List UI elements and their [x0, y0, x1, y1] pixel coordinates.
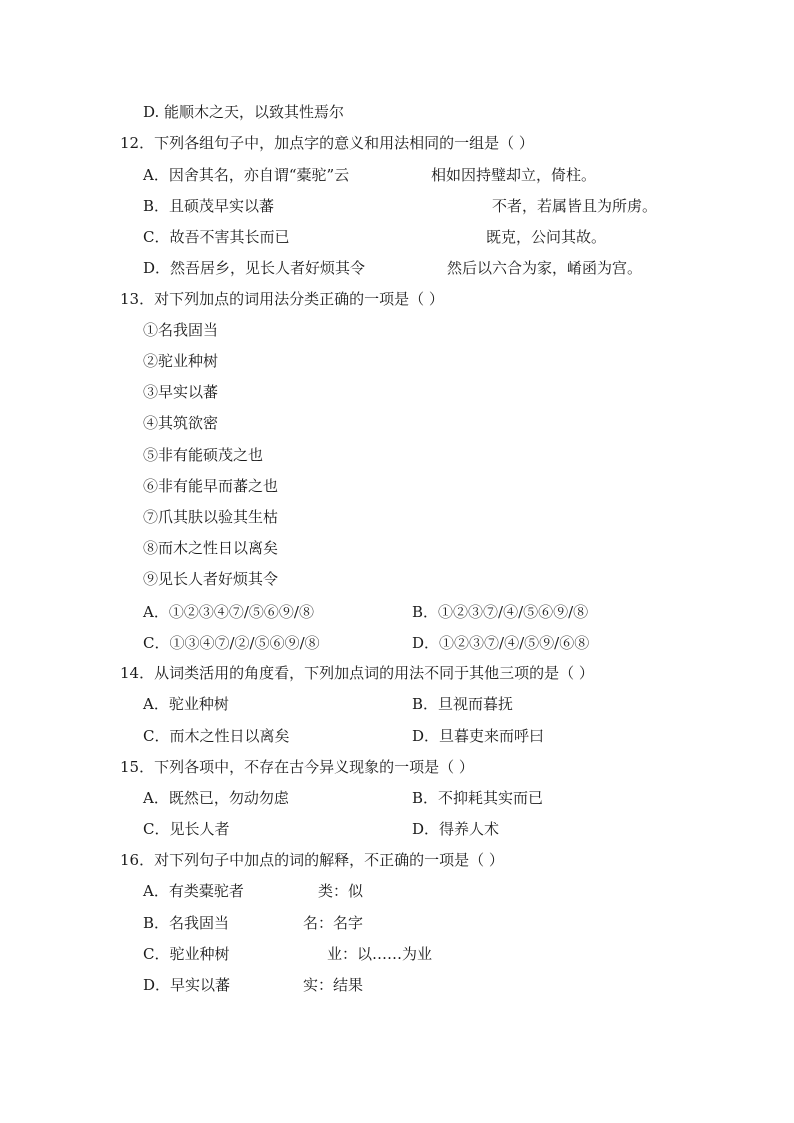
- q13-item-9: ⑨见长人者好烦其令: [143, 570, 279, 588]
- q12-option-d-left: D．然吾居乡，见长人者好烦其令: [143, 259, 366, 277]
- q16-option-d-right: 实：结果: [303, 976, 364, 994]
- q16-option-a-right: 类：似: [318, 882, 364, 900]
- q16-stem: 16．对下列句子中加点的词的解释，不正确的一项是（ ）: [120, 851, 504, 869]
- q12-option-a-right: 相如因持璧却立，倚柱。: [431, 166, 597, 184]
- q14-option-c: C．而木之性日以离矣: [143, 727, 290, 745]
- q13-item-3: ③早实以蕃: [143, 383, 219, 401]
- q12-option-b-left: B．且硕茂早实以蕃: [143, 197, 275, 215]
- q13-option-a: A．①②③④⑦/⑤⑥⑨/⑧: [143, 603, 314, 621]
- q12-option-c-left: C．故吾不害其长而已: [143, 228, 290, 246]
- q12-option-b-right: 不者，若属皆且为所虏。: [492, 197, 658, 215]
- q12-option-c-right: 既克，公问其故。: [486, 228, 607, 246]
- q13-stem: 13．对下列加点的词用法分类正确的一项是（ ）: [120, 290, 444, 308]
- q15-stem: 15．下列各项中，不存在古今异义现象的一项是（ ）: [120, 758, 474, 776]
- q14-option-d: D．旦暮吏来而呼曰: [412, 727, 545, 745]
- q15-option-b: B．不抑耗其实而已: [412, 789, 544, 807]
- q13-item-7: ⑦爪其肤以验其生枯: [143, 508, 279, 526]
- q15-option-c: C．见长人者: [143, 820, 230, 838]
- q13-option-b: B．①②③⑦/④/⑤⑥⑨/⑧: [412, 603, 589, 621]
- q16-option-a-left: A．有类橐驼者: [143, 882, 244, 900]
- q12-stem: 12．下列各组句子中，加点字的意义和用法相同的一组是（ ）: [120, 134, 534, 152]
- q16-option-b-left: B．名我固当: [143, 914, 230, 932]
- q14-stem: 14．从词类活用的角度看，下列加点词的用法不同于其他三项的是（ ）: [120, 664, 594, 682]
- q13-item-5: ⑤非有能硕茂之也: [143, 446, 264, 464]
- q12-option-a-left: A．因舍其名，亦自谓“橐驼”云: [143, 166, 350, 184]
- q13-item-8: ⑧而木之性日以离矣: [143, 539, 279, 557]
- q14-option-b: B．旦视而暮抚: [412, 695, 514, 713]
- q13-item-2: ②驼业种树: [143, 352, 219, 370]
- q13-item-6: ⑥非有能早而蕃之也: [143, 477, 279, 495]
- q16-option-c-left: C．驼业种树: [143, 945, 230, 963]
- q14-option-a: A．驼业种树: [143, 695, 229, 713]
- q13-option-d: D．①②③⑦/④/⑤⑨/⑥⑧: [412, 634, 590, 652]
- q11-option-d: D. 能顺木之天，以致其性焉尔: [143, 103, 345, 121]
- q16-option-b-right: 名：名字: [303, 914, 364, 932]
- q13-option-c: C．①③④⑦/②/⑤⑥⑨/⑧: [143, 634, 320, 652]
- q15-option-d: D．得养人术: [412, 820, 500, 838]
- q16-option-d-left: D．早实以蕃: [143, 976, 231, 994]
- q12-option-d-right: 然后以六合为家，崤函为宫。: [447, 259, 643, 277]
- q13-item-1: ①名我固当: [143, 321, 219, 339]
- q13-item-4: ④其筑欲密: [143, 414, 219, 432]
- q16-option-c-right: 业：以……为业: [327, 945, 433, 963]
- q15-option-a: A．既然已，勿动勿虑: [143, 789, 289, 807]
